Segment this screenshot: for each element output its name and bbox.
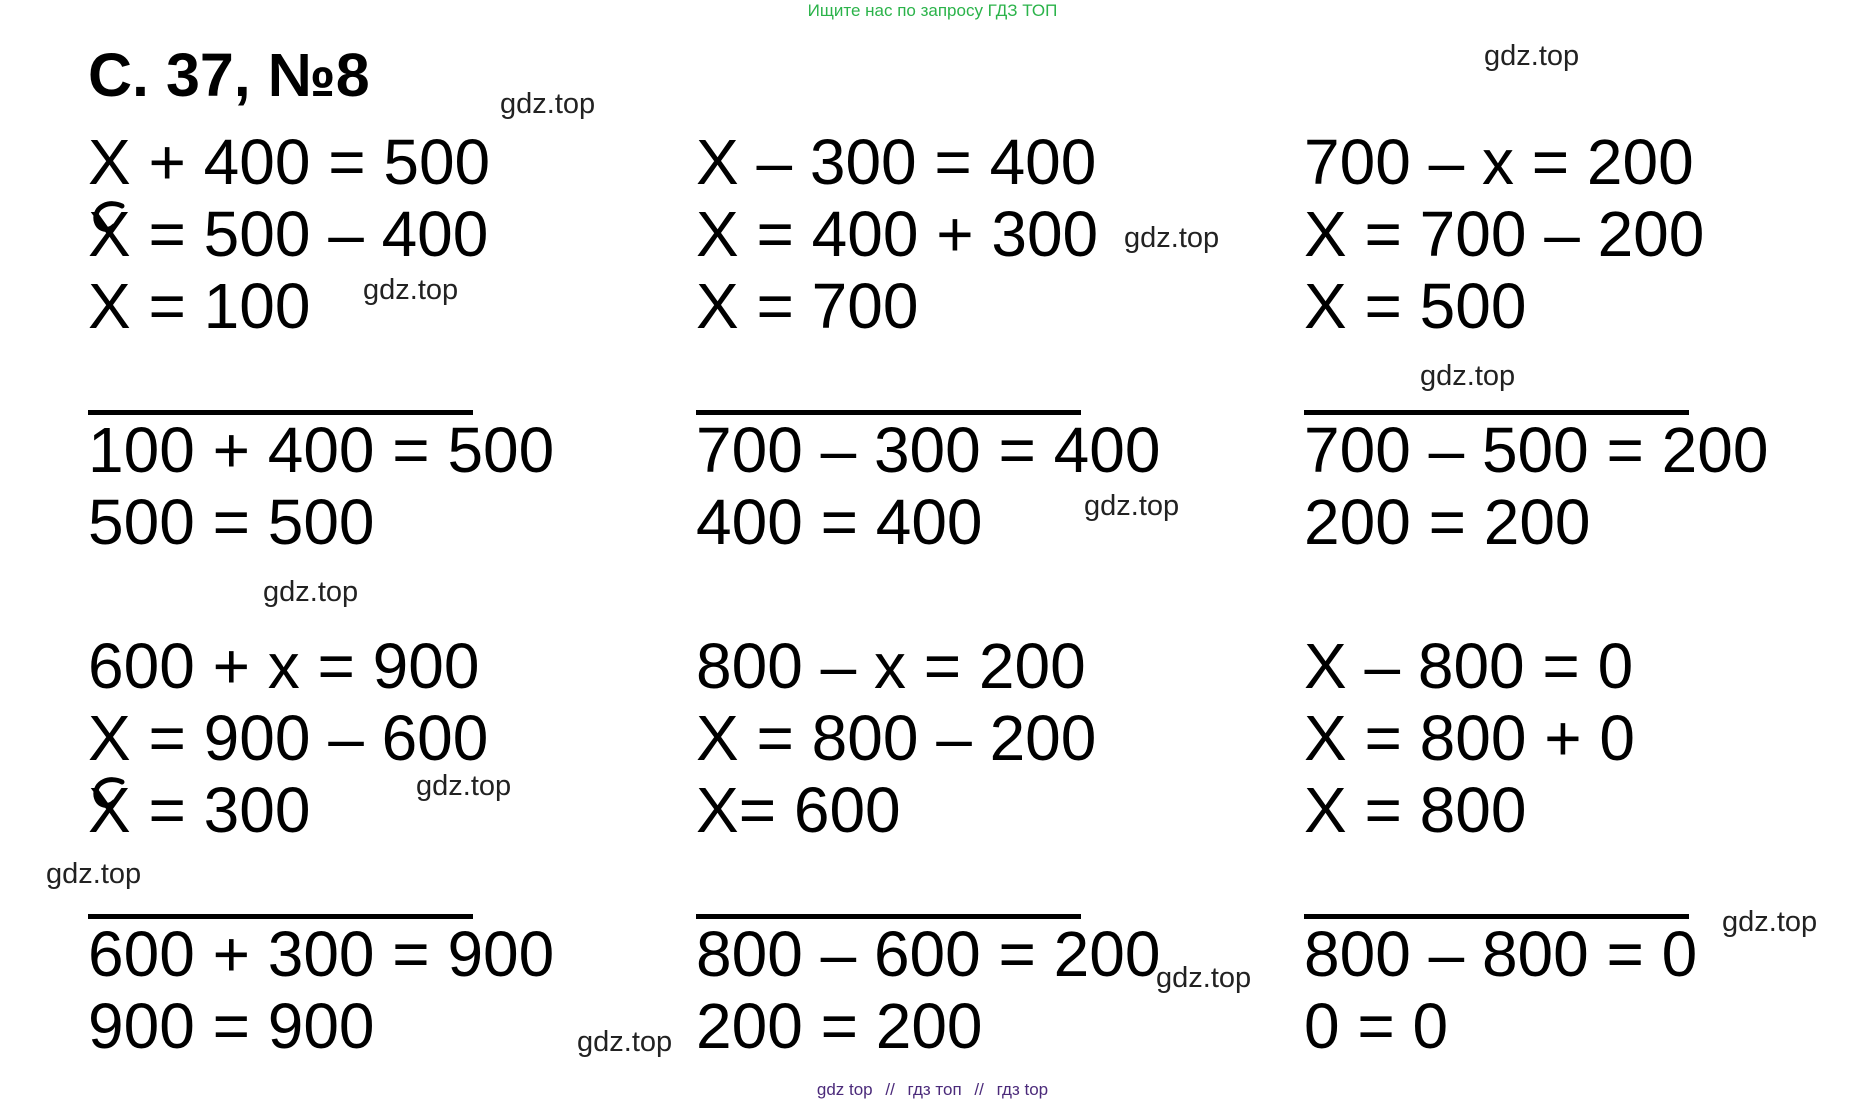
equation-line: X – 800 = 0: [1304, 630, 1634, 702]
footer-link[interactable]: гдз топ: [907, 1080, 962, 1099]
watermark: gdz.top: [1156, 962, 1252, 994]
check-line: 0 = 0: [1304, 990, 1449, 1062]
equation-line: X = 300: [88, 774, 311, 846]
equation-line: X = 500: [1304, 270, 1527, 342]
check-line: 600 + 300 = 900: [88, 918, 555, 990]
watermark: gdz.top: [363, 274, 459, 306]
equation-line: 700 – x = 200: [1304, 126, 1694, 198]
watermark: gdz.top: [1084, 490, 1180, 522]
check-line: 100 + 400 = 500: [88, 414, 555, 486]
equation-line: 800 – x = 200: [696, 630, 1086, 702]
footer-separator: //: [885, 1080, 895, 1099]
check-line: 800 – 600 = 200: [696, 918, 1161, 990]
equation-line: X = 100: [88, 270, 311, 342]
watermark: gdz.top: [577, 1026, 673, 1058]
check-line: 700 – 500 = 200: [1304, 414, 1769, 486]
equation-line: X = 800: [1304, 774, 1527, 846]
equation-line: X = 800 + 0: [1304, 702, 1635, 774]
equation-line: X = 700 – 200: [1304, 198, 1705, 270]
equation-line: 600 + x = 900: [88, 630, 480, 702]
check-mark-icon: [88, 198, 132, 242]
equation-line: X= 600: [696, 774, 901, 846]
check-line: 900 = 900: [88, 990, 375, 1062]
watermark: gdz.top: [263, 576, 359, 608]
footer-link[interactable]: gdz top: [816, 1080, 873, 1099]
check-line: 200 = 200: [1304, 486, 1591, 558]
equation-line: X = 800 – 200: [696, 702, 1097, 774]
check-mark-icon: [88, 774, 132, 818]
watermark: gdz.top: [1420, 360, 1516, 392]
check-line: 800 – 800 = 0: [1304, 918, 1698, 990]
check-line: 400 = 400: [696, 486, 983, 558]
watermark: gdz.top: [416, 770, 512, 802]
equation-line: X = 700: [696, 270, 919, 342]
equation-line: X = 900 – 600: [88, 702, 489, 774]
check-line: 500 = 500: [88, 486, 375, 558]
equation-line: X + 400 = 500: [88, 126, 491, 198]
watermark: gdz.top: [46, 858, 142, 890]
footer-link[interactable]: гдз top: [996, 1080, 1049, 1099]
check-line: 200 = 200: [696, 990, 983, 1062]
check-line: 700 – 300 = 400: [696, 414, 1161, 486]
page-title: С. 37, №8: [88, 41, 370, 109]
watermark: gdz.top: [500, 88, 596, 120]
footer-separator: //: [974, 1080, 984, 1099]
equation-line: X = 500 – 400: [88, 198, 489, 270]
watermark: gdz.top: [1722, 906, 1818, 938]
footer-links: [0, 1080, 1865, 1100]
watermark: gdz.top: [1124, 222, 1220, 254]
equation-line: X – 300 = 400: [696, 126, 1097, 198]
equation-line: X = 400 + 300: [696, 198, 1099, 270]
top-banner: Ищите нас по запросу ГДЗ ТОП: [807, 1, 1058, 20]
watermark: gdz.top: [1484, 40, 1580, 72]
